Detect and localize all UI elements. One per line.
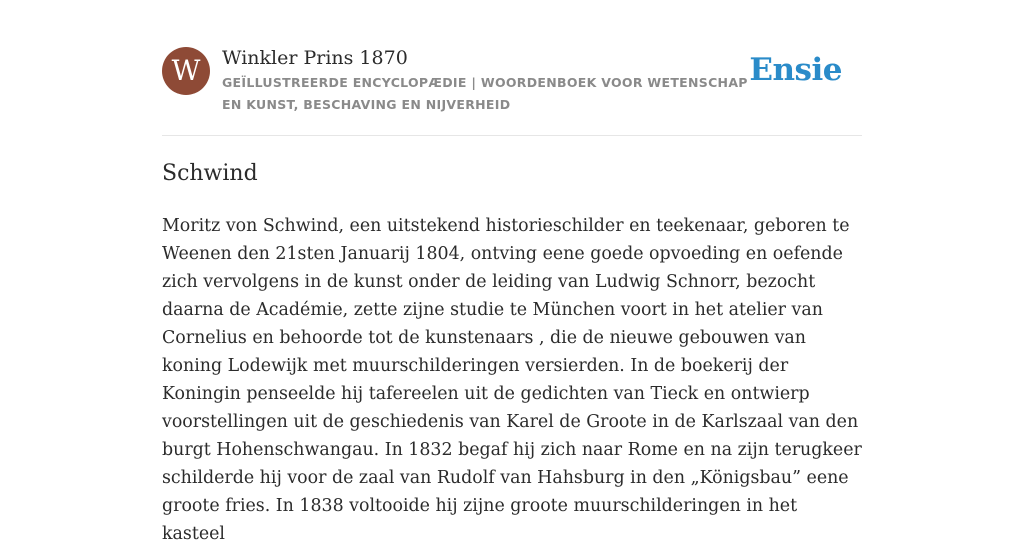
ensie-logo[interactable]: Ensie — [749, 52, 842, 88]
source-avatar[interactable]: W — [162, 47, 210, 95]
header-divider — [162, 135, 862, 136]
article-body: Moritz von Schwind, een uitstekend historieschilder en teekenaar, geboren te Weenen den 21sten Januarij 1804, ontving eene goede opvoeding en oefende zich vervolgens in de kunst onder de leiding van Ludwig Schnorr, bezocht daarna de Académie, zette zijne studie te München voort in het atelier van Cornelius en behoorde tot de kunstenaars , die de nieuwe gebouwen van koning Lodewijk met muurschilderingen versierden. In de boekerij der Koningin penseelde hij tafereelen uit de gedichten van Tieck en ontwierp voorstellingen uit de geschiedenis van Karel de Groote in de Karlszaal van den burgt Hohenschwangau. In 1832 begaf hij zich naar Rome en na zijn terugkeer schilderde hij voor de zaal van Rudolf van Hahsburg in den „Königsbau” eene groote fries. In 1838 voltooide hij zijne groote muurschilderingen in het kasteel — [162, 216, 862, 544]
source-title-link[interactable]: Winkler Prins 1870 — [222, 47, 408, 69]
source-header — [162, 46, 862, 116]
source-subtitle: GEÏLLUSTREERDE ENCYCLOPÆDIE | WOORDENBOEK VOOR WETENSCHAP EN KUNST, BESCHAVING EN NIJVERHEID — [222, 75, 748, 112]
article-title: Schwind — [162, 161, 258, 186]
